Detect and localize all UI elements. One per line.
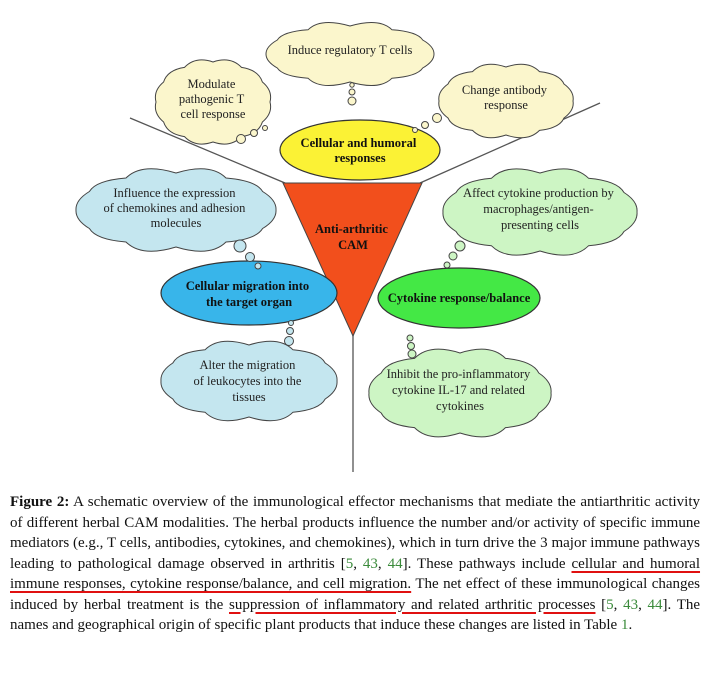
connector-bubble — [407, 335, 413, 341]
cloud-antibody-label: Change antibody response — [461, 83, 547, 112]
caption-separator: , — [638, 596, 648, 613]
table-link[interactable]: 1 — [620, 617, 629, 633]
cloud-leukocytes-label: Alter the migration of leukocytes into the tissues — [193, 358, 302, 404]
connector-bubble — [285, 337, 294, 346]
caption-text-5: ]. The names and geographical origin of specific plant products that induce these changes are listed in Table — [10, 596, 701, 633]
cloud-il17 — [369, 349, 551, 437]
pathway-migration-label: Cellular migration into the target organ — [185, 279, 310, 309]
connector-bubble — [413, 128, 418, 133]
cloud-treg-label: Induce regulatory T cells — [287, 43, 413, 57]
connector-bubble — [449, 252, 457, 260]
caption-text-1: A schematic overview of the immunological effector mechanisms that mediate the antiarthritic activity of different herbal CAM modalities. The herbal products influence the number and/or activity of specific immune mediators (e.g., T cells, antibodies, cytokines, and chemokines), which in turn drive the 3 major immune pathways leading to pathological damage observed in arthritis [ — [10, 494, 700, 572]
connector-bubble — [263, 126, 268, 131]
citation-link[interactable]: 43 — [362, 555, 378, 572]
citation-link[interactable]: 5 — [345, 555, 354, 572]
underlined-suppression: suppression of inflammatory and related arthritic processes — [229, 596, 596, 613]
connector-bubble — [287, 328, 294, 335]
cloud-chemokines-label: Influence the expression of chemokines and adhesion molecules — [103, 186, 246, 230]
connector-bubble — [455, 241, 465, 251]
citation-link[interactable]: 43 — [623, 596, 639, 613]
pathway-cytokine-label: Cytokine response/balance — [387, 291, 531, 305]
citation-link[interactable]: 44 — [647, 596, 663, 613]
caption-separator: , — [353, 555, 363, 572]
connector-bubble — [246, 253, 255, 262]
connector-bubble — [408, 350, 416, 358]
figure-caption — [10, 492, 700, 636]
caption-separator: , — [377, 555, 388, 572]
cloud-cytokine-production — [443, 169, 637, 255]
connector-bubble — [289, 321, 294, 326]
cloud-cytokine-production-label: Affect cytokine production by macrophages/antigen- presenting cells — [463, 186, 614, 232]
cloud-modulate-label: Modulate pathogenic T cell response — [178, 77, 246, 121]
caption-label: Figure 2: — [10, 494, 70, 510]
pathway-migration — [161, 261, 337, 325]
connector-bubble — [348, 97, 356, 105]
connector-bubble — [433, 114, 442, 123]
caption-text-6: . — [628, 617, 633, 633]
pathway-humoral-label: Cellular and humoral responses — [300, 136, 417, 165]
connector-bubble — [237, 135, 246, 144]
cloud-treg — [266, 22, 434, 85]
caption-text-4: [ — [595, 596, 607, 613]
connector-bubble — [255, 263, 261, 269]
cloud-chemokines — [76, 169, 276, 251]
connector-bubble — [444, 262, 450, 268]
connector-bubble — [251, 130, 258, 137]
connector-bubble — [408, 343, 415, 350]
underlined-pathways: cellular and humoral immune responses, cytokine response/balance, and cell migration. — [10, 555, 701, 592]
connector-bubble — [349, 89, 355, 95]
caption-text-3: The net effect of these immunological changes induced by herbal treatment is the — [10, 576, 700, 613]
connector-bubble — [422, 122, 429, 129]
center-label: Anti-arthritic CAM — [314, 222, 388, 252]
cloud-leukocytes — [161, 341, 337, 420]
citation-link[interactable]: 44 — [387, 555, 403, 572]
connector-bubble — [234, 240, 246, 252]
citation-link[interactable]: 5 — [606, 596, 614, 613]
pathway-cytokine — [378, 268, 540, 328]
cloud-il17-label: Inhibit the pro-inflammatory cytokine IL-17 and related cytokines — [386, 367, 531, 413]
connector-bubble — [350, 83, 354, 87]
caption-separator: , — [613, 596, 624, 613]
cloud-antibody — [439, 64, 573, 138]
caption-text-2: ]. These pathways include — [402, 555, 572, 572]
